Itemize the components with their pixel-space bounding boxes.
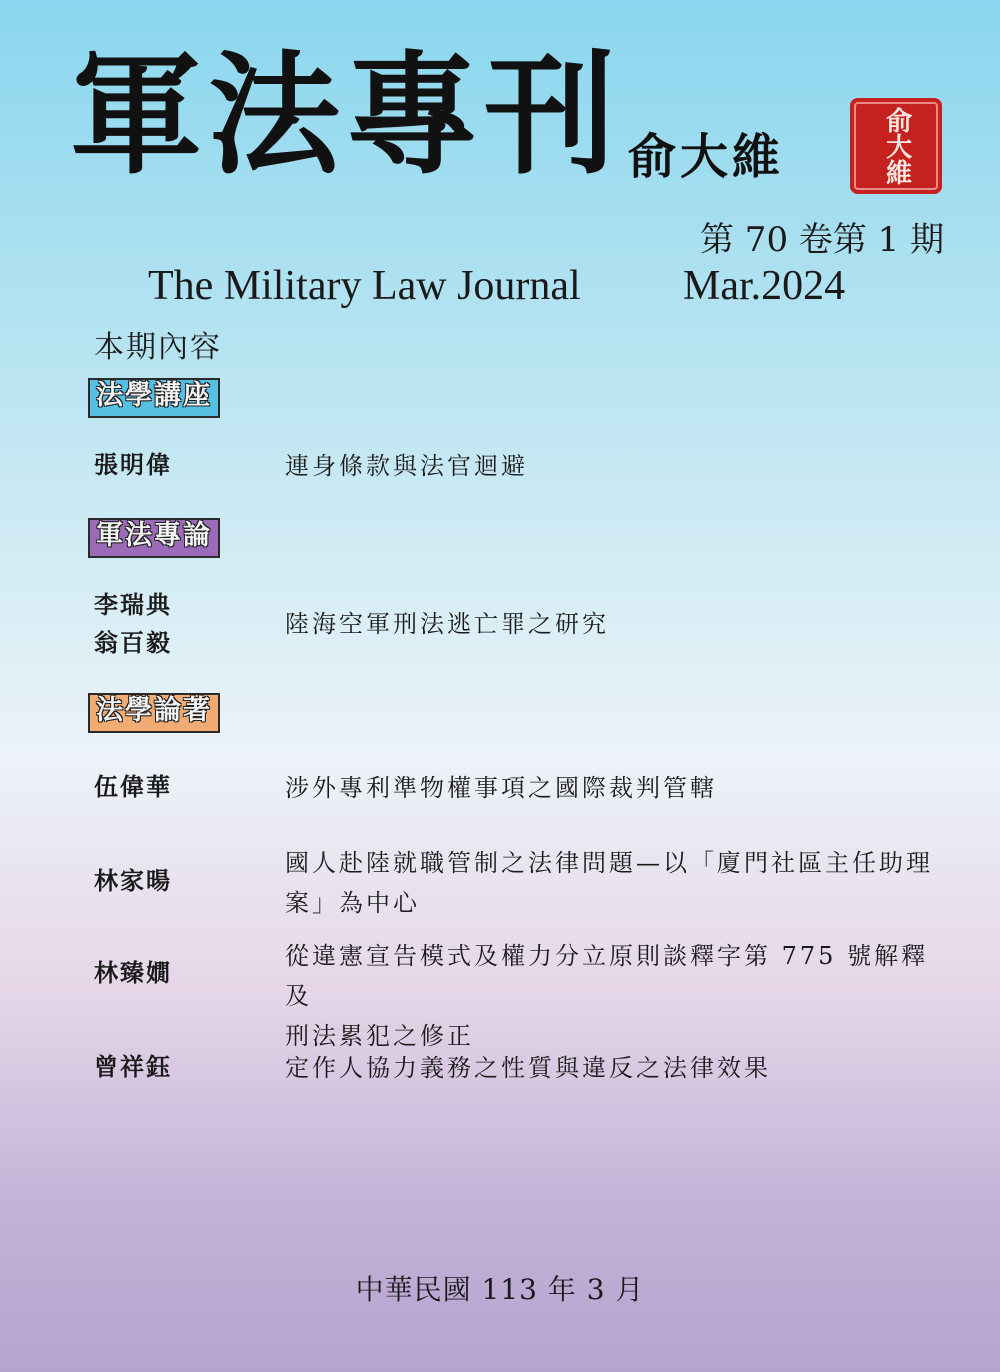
author-name: 林臻嫺 [94,958,172,987]
section-tag-lecture: 法學講座 [88,378,220,418]
article-title-line: 案」為中心 [285,889,420,917]
article-title [285,843,950,923]
issue-number: 第 70 卷第 1 期 [700,220,945,260]
author-name: 張明偉 [94,450,172,479]
section-tag-military-law: 軍法專論 [88,518,220,558]
article-title-line: 涉外專利準物權事項之國際裁判管轄 [285,774,717,802]
author-name: 伍偉華 [94,772,172,801]
author-name: 曾祥鈺 [94,1052,172,1081]
author-name: 李瑞典 [94,590,172,619]
author-name: 翁百毅 [94,628,172,657]
article-title-line: 從違憲宣告模式及權力分立原則談釋字第 775 號解釋及 [285,942,929,1010]
section-tag-legal-treatise: 法學論著 [88,693,220,733]
article-title-line: 連身條款與法官迴避 [285,452,528,480]
article-title-line: 定作人協力義務之性質與違反之法律效果 [285,1054,771,1082]
contents-heading: 本期內容 [94,330,222,365]
author-name: 林家暘 [94,866,172,895]
article-title-line: 刑法累犯之修正 [285,1022,474,1050]
article-title [285,936,950,1056]
article-title-line: 陸海空軍刑法逃亡罪之研究 [285,610,609,638]
article-title-line: 國人赴陸就職管制之法律問題—以「廈門社區主任助理 [285,849,933,877]
article-title [285,446,950,486]
article-title [285,1048,950,1088]
article-title [285,604,950,644]
english-date: Mar.2024 [683,263,846,309]
seal-text: 俞大維 [881,107,912,185]
publication-date: 中華民國 113 年 3 月 [355,1273,645,1306]
red-seal-stamp [850,98,942,194]
article-title [285,768,950,808]
calligrapher-signature: 俞大維 [628,129,785,185]
journal-title: 軍法專刊 [70,38,622,193]
english-title: The Military Law Journal [148,263,581,309]
